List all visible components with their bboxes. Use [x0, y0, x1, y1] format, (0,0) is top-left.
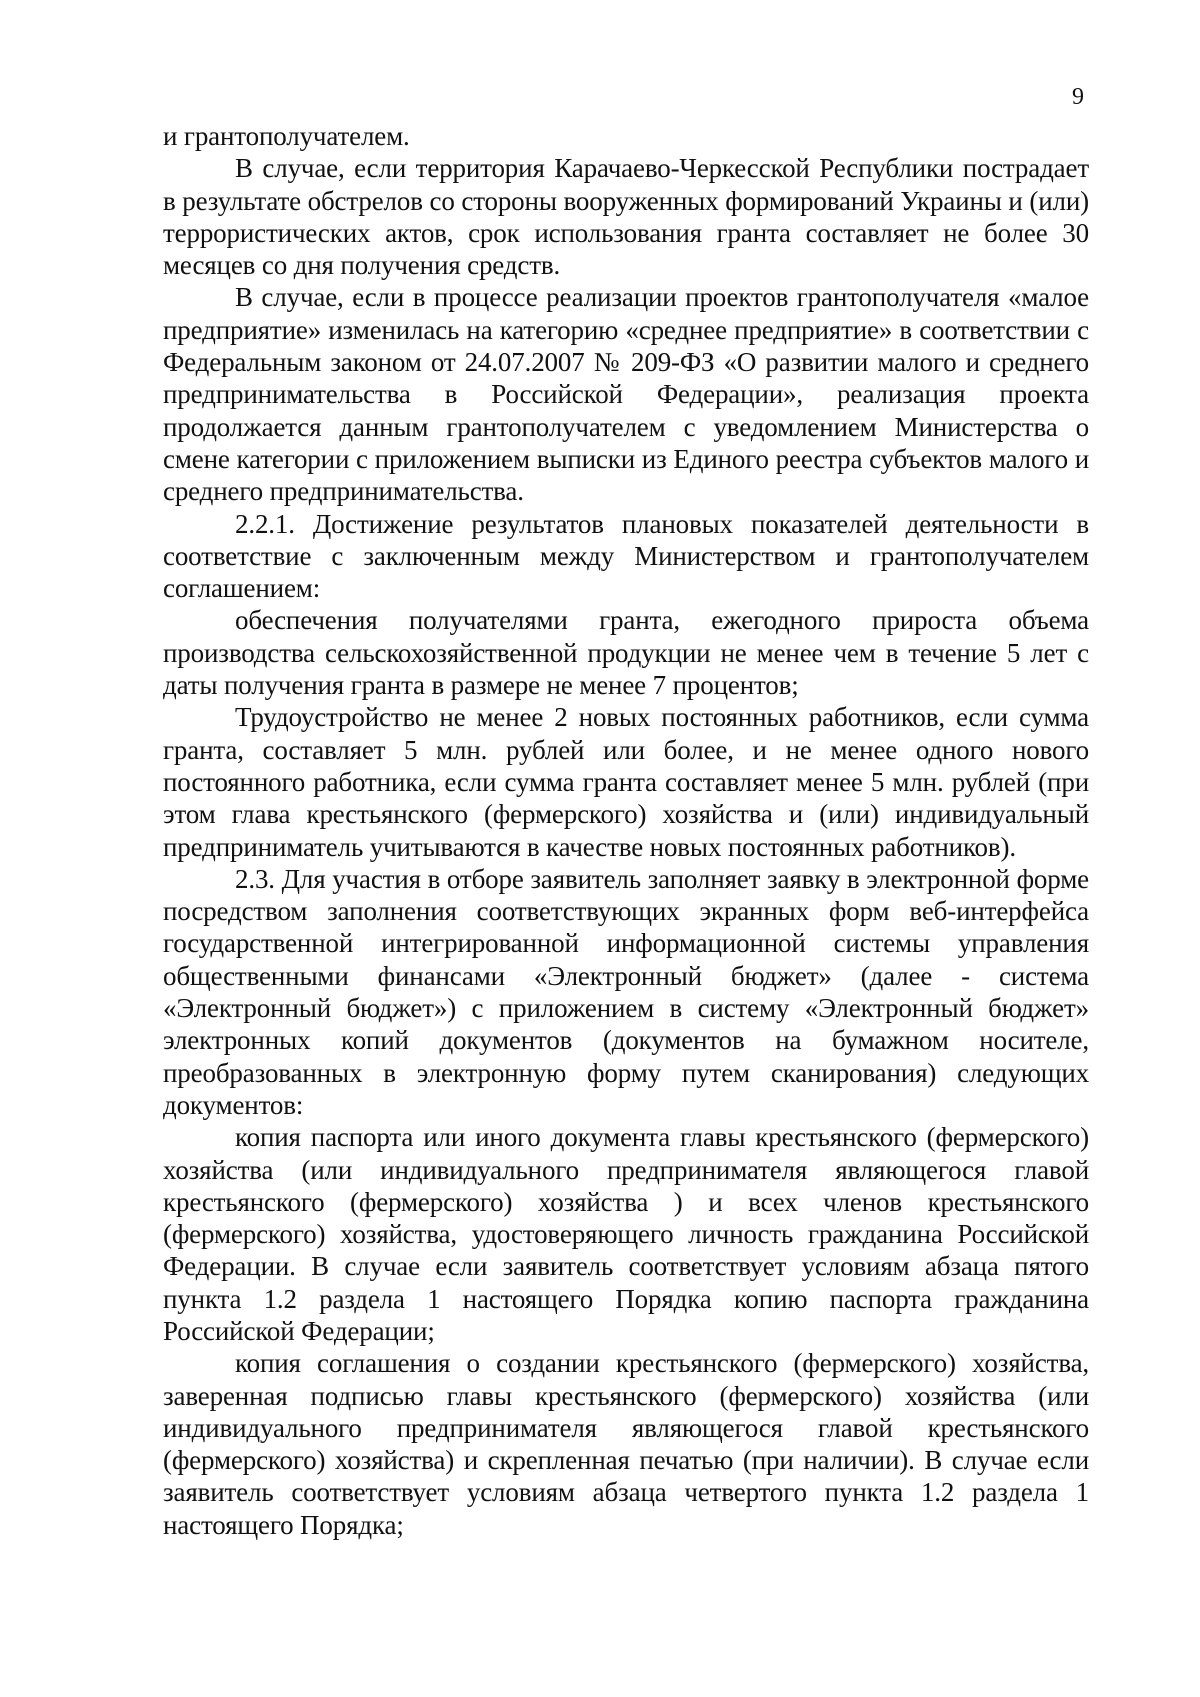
paragraph-2-2-1: 2.2.1. Достижение результатов плановых показателей деятельности в соответствие с заключенным между Министерством и грантополучателем соглашением: [163, 508, 1089, 604]
paragraph-agreement-copy: копия соглашения о создании крестьянского (фермерского) хозяйства, заверенная подписью главы крестьянского (фермерского) хозяйства (или индивидуального предпринимателя являющегося главой крестьянского (фермерского) хозяйства) и скрепленная печатью (при наличии). В случае если заявитель соответствует условиям абзаца четвертого пункта 1.2 раздела 1 настоящего Порядка; [163, 1348, 1089, 1540]
paragraph-employment: Трудоустройство не менее 2 новых постоянных работников, если сумма гранта, составляет 5 млн. рублей или более, и не менее одного нового постоянного работника, если сумма гранта составляет менее 5 млн. рублей (при этом глава крестьянского (фермерского) хозяйства и (или) индивидуальный предприниматель учитываются в качестве новых постоянных работников). [163, 702, 1089, 862]
document-body [163, 120, 1089, 1541]
page-number: 9 [1072, 84, 1084, 110]
paragraph-shelling-term: В случае, если территория Карачаево-Черкесской Республики пострадает в результате обстрелов со стороны вооруженных формирований Украины и (или) террористических актов, срок использования гранта составляет не более 30 месяцев со дня получения средств. [163, 153, 1089, 281]
paragraph-category-change: В случае, если в процессе реализации проектов грантополучателя «малое предприятие» изменилась на категорию «среднее предприятие» в соответствии с Федеральным законом от 24.07.2007 № 209-ФЗ «О развитии малого и среднего предпринимательства в Российской Федерации», реализация проекта продолжается данным грантополучателем с уведомлением Министерства о смене категории с приложением выписки из Единого реестра субъектов малого и среднего предпринимательства. [163, 282, 1089, 507]
paragraph-passport-copy: копия паспорта или иного документа главы крестьянского (фермерского) хозяйства (или индивидуального предпринимателя являющегося главой крестьянского (фермерского) хозяйства ) и всех членов крестьянского (фермерского) хозяйства, удостоверяющего личность гражданина Российской Федерации. В случае если заявитель соответствует условиям абзаца пятого пункта 1.2 раздела 1 настоящего Порядка копию паспорта гражданина Российской Федерации; [163, 1122, 1089, 1346]
paragraph-continuation: и грантополучателем. [163, 121, 410, 151]
paragraph-2-3: 2.3. Для участия в отборе заявитель заполняет заявку в электронной форме посредством заполнения соответствующих экранных форм веб-интерфейса государственной интегрированной информационной системы управления общественными финансами «Электронный бюджет» (далее - система «Электронный бюджет») с приложением в систему «Электронный бюджет» электронных копий документов (документов на бумажном носителе, преобразованных в электронную форму путем сканирования) следующих документов: [163, 863, 1089, 1120]
paragraph-production-growth: обеспечения получателями гранта, ежегодного прироста объема производства сельскохозяйственной продукции не менее чем в течение 5 лет с даты получения гранта в размере не менее 7 процентов; [163, 605, 1089, 701]
